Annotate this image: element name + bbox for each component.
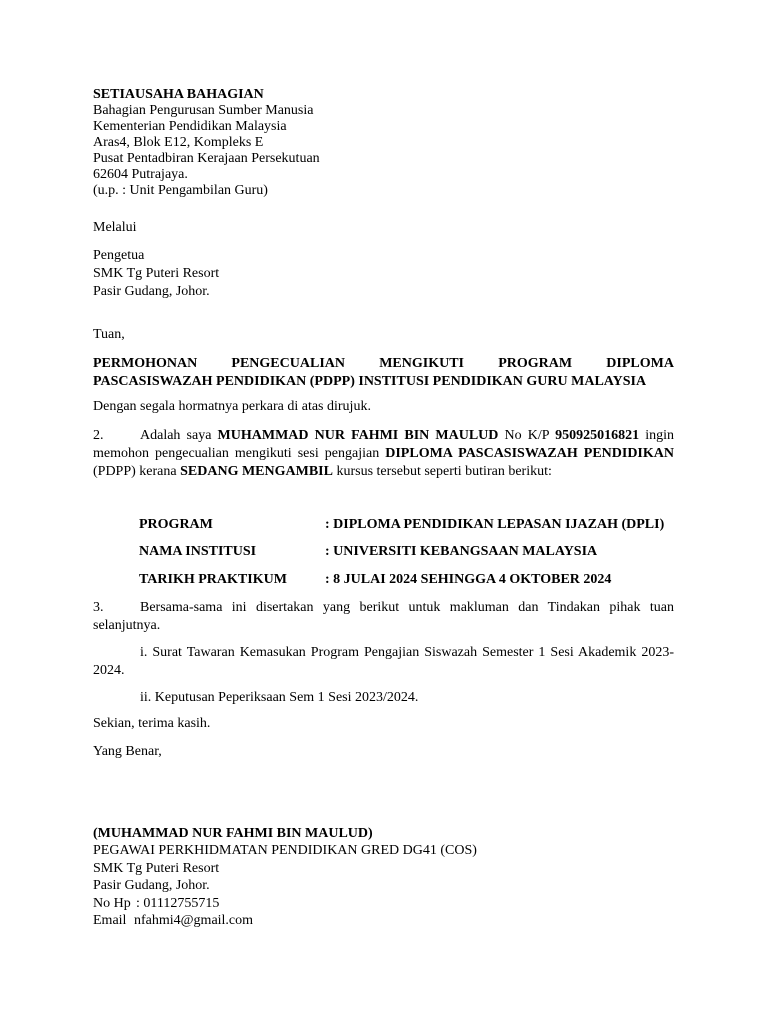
signatory-position: PEGAWAI PERKHIDMATAN PENDIDIKAN GRED DG41 (COS) — [93, 843, 477, 859]
subject-word: MENGIKUTI — [379, 356, 464, 371]
paragraph-2-line-3 — [93, 463, 674, 481]
recipient-line: 62604 Putrajaya. — [93, 167, 188, 182]
recipient-line: Aras4, Blok E12, Kompleks E — [93, 135, 264, 150]
ic-number: 950925016821 — [555, 428, 640, 443]
status-text: SEDANG MENGAMBIL — [180, 464, 333, 479]
signatory-email — [93, 912, 674, 929]
recipient-title: SETIAUSAHA BAHAGIAN — [93, 87, 264, 102]
opening-sentence: Dengan segala hormatnya perkara di atas dirujuk. — [93, 399, 371, 414]
recipient-line: Bahagian Pengurusan Sumber Manusia — [93, 103, 314, 118]
subject-word: DIPLOMA — [606, 356, 674, 371]
detail-label: NAMA INSTITUSI — [139, 544, 257, 559]
attachment-text: ii. Keputusan Peperiksaan Sem 1 Sesi 2023/2024. — [140, 690, 419, 705]
paragraph-2-line-1 — [93, 427, 674, 445]
subject-heading — [93, 355, 674, 391]
signatory-phone — [93, 895, 674, 912]
email-value: nfahmi4@gmail.com — [134, 913, 254, 929]
via-line: SMK Tg Puteri Resort — [93, 266, 220, 281]
via-line: Pengetua — [93, 248, 145, 263]
paragraph-text: Bersama-sama ini disertakan yang berikut untuk makluman dan Tindakan pihak tuan — [140, 600, 674, 615]
attachment-text: i. Surat Tawaran Kemasukan Program Pengajian Siswazah Semester 1 Sesi Akademik 2023- — [140, 645, 674, 660]
paragraph-3-line-1 — [93, 599, 674, 617]
recipient-address — [93, 87, 674, 199]
via-address — [93, 247, 674, 301]
detail-value: : 8 JULAI 2024 SEHINGGA 4 OKTOBER 2024 — [325, 572, 612, 587]
via-line: Pasir Gudang, Johor. — [93, 284, 210, 299]
recipient-line: Kementerian Pendidikan Malaysia — [93, 119, 287, 134]
attachment-i-line-2: 2024. — [93, 663, 125, 678]
subject-line-2: PASCASISWAZAH PENDIDIKAN (PDPP) INSTITUSI PENDIDIKAN GURU MALAYSIA — [93, 374, 647, 389]
closing-thanks: Sekian, terima kasih. — [93, 716, 211, 731]
attachment-i-line-1 — [93, 644, 674, 662]
phone-label: No Hp — [93, 895, 131, 911]
subject-word: PERMOHONAN — [93, 356, 198, 371]
paragraph-text: memohon pengecualian mengikuti sesi pengajian — [93, 446, 386, 461]
paragraph-text: No K/P — [498, 428, 556, 443]
recipient-line: (u.p. : Unit Pengambilan Guru) — [93, 183, 268, 198]
applicant-name: MUHAMMAD NUR FAHMI BIN MAULUD — [217, 428, 499, 443]
via-label: Melalui — [93, 220, 137, 235]
recipient-line: Pusat Pentadbiran Kerajaan Persekutuan — [93, 151, 320, 166]
paragraph-3-line-2: selanjutnya. — [93, 618, 161, 633]
detail-value: : UNIVERSITI KEBANGSAAN MALAYSIA — [325, 544, 598, 559]
signatory-name: (MUHAMMAD NUR FAHMI BIN MAULUD) — [93, 826, 373, 841]
detail-label: TARIKH PRAKTIKUM — [139, 572, 287, 587]
paragraph-number: 3. — [93, 600, 104, 615]
paragraph-text: kursus tersebut seperti butiran berikut: — [332, 464, 552, 479]
subject-word: PENGECUALIAN — [231, 356, 345, 371]
subject-line-1 — [93, 355, 674, 373]
paragraph-text: (PDPP) kerana — [93, 464, 181, 479]
attachment-item-ii — [93, 690, 674, 706]
paragraph-text: ingin — [639, 428, 675, 443]
subject-word: PROGRAM — [498, 356, 573, 371]
closing-sign-off: Yang Benar, — [93, 744, 162, 759]
paragraph-text: Adalah saya — [140, 428, 218, 443]
phone-value: : 01112755715 — [136, 895, 220, 911]
signature-block — [93, 825, 674, 929]
attachment-item-i — [93, 644, 674, 680]
signatory-address: Pasir Gudang, Johor. — [93, 878, 210, 894]
paragraph-2-line-2 — [93, 445, 674, 463]
paragraph-3 — [93, 599, 674, 635]
detail-label: PROGRAM — [139, 517, 213, 532]
salutation: Tuan, — [93, 327, 125, 342]
signatory-school: SMK Tg Puteri Resort — [93, 860, 220, 876]
paragraph-number: 2. — [93, 428, 104, 443]
paragraph-2 — [93, 427, 674, 481]
email-label: Email — [93, 913, 127, 929]
course-name: DIPLOMA PASCASISWAZAH PENDIDIKAN — [385, 446, 674, 461]
detail-value: : DIPLOMA PENDIDIKAN LEPASAN IJAZAH (DPLI) — [325, 517, 665, 532]
